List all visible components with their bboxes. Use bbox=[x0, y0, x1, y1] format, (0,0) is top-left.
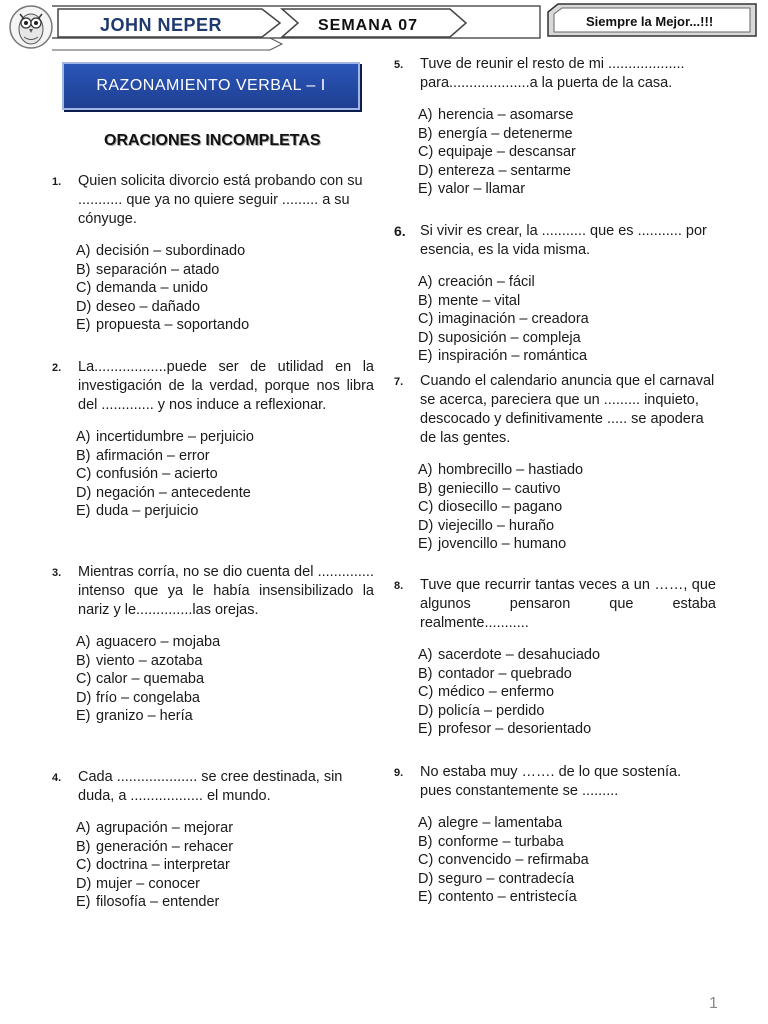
answer-option bbox=[76, 652, 374, 671]
option-letter: E) bbox=[76, 503, 91, 520]
option-letter: C) bbox=[418, 311, 434, 328]
answer-option bbox=[418, 646, 716, 665]
option-letter: E) bbox=[418, 536, 433, 553]
option-text: mente – vital bbox=[438, 292, 521, 309]
option-text: convencido – refirmaba bbox=[438, 852, 589, 869]
option-letter: E) bbox=[76, 894, 91, 911]
owl-icon bbox=[8, 4, 54, 50]
answer-option bbox=[418, 347, 716, 366]
option-list bbox=[418, 106, 716, 199]
option-text: seguro – contradecía bbox=[438, 870, 575, 887]
answer-option bbox=[418, 683, 716, 702]
answer-option bbox=[418, 143, 716, 162]
answer-option bbox=[76, 502, 374, 521]
option-letter: B) bbox=[76, 261, 91, 278]
option-text: entereza – sentarme bbox=[438, 162, 571, 179]
option-letter: A) bbox=[418, 107, 433, 123]
option-text: médico – enfermo bbox=[438, 684, 555, 701]
option-text: granizo – hería bbox=[96, 708, 193, 725]
option-text: valor – llamar bbox=[438, 181, 526, 198]
option-letter: A) bbox=[76, 820, 91, 836]
option-letter: B) bbox=[76, 838, 91, 855]
answer-option bbox=[418, 125, 716, 144]
answer-option bbox=[418, 310, 716, 329]
option-letter: D) bbox=[76, 298, 92, 315]
option-letter: E) bbox=[76, 317, 91, 334]
option-text: aguacero – mojaba bbox=[96, 634, 221, 650]
option-text: profesor – desorientado bbox=[438, 721, 592, 738]
slogan: Siempre la Mejor...!!! bbox=[586, 14, 714, 29]
question-text: Tuve que recurrir tantas veces a un ……, que algunos pensaron que estaba realmente........... bbox=[420, 577, 716, 631]
answer-option bbox=[418, 498, 716, 517]
option-text: hombrecillo – hastiado bbox=[438, 462, 584, 478]
question-number: 7. bbox=[394, 376, 404, 388]
option-text: conforme – turbaba bbox=[438, 833, 564, 850]
option-letter: B) bbox=[418, 292, 433, 309]
option-letter: D) bbox=[76, 484, 92, 501]
question-text: Cuando el calendario anuncia que el carnaval se acerca, pareciera que un ......... inquieto, descocado y definitivamente ..... se apodera de las gentes. bbox=[420, 373, 715, 446]
question-text: Mientras corría, no se dio cuenta del .............. intenso que ya le había insensibilizado la nariz y le..............las orejas. bbox=[78, 564, 374, 618]
option-text: deseo – dañado bbox=[96, 298, 201, 315]
option-letter: D) bbox=[418, 517, 434, 534]
answer-option bbox=[418, 292, 716, 311]
question-text: Cada .................... se cree destinada, sin duda, a .................. el mundo. bbox=[78, 769, 343, 804]
option-letter: B) bbox=[418, 480, 433, 497]
option-text: demanda – unido bbox=[96, 280, 209, 297]
answer-option bbox=[418, 329, 716, 348]
option-letter: A) bbox=[76, 634, 91, 650]
answer-option bbox=[76, 316, 374, 335]
question-number: 2. bbox=[52, 362, 62, 374]
option-list bbox=[418, 646, 716, 739]
answer-option bbox=[76, 279, 374, 298]
question-4 bbox=[52, 768, 374, 912]
option-letter: C) bbox=[76, 280, 92, 297]
option-list bbox=[76, 633, 374, 726]
option-letter: C) bbox=[76, 466, 92, 483]
option-text: decisión – subordinado bbox=[96, 243, 246, 259]
section-title-box bbox=[62, 62, 360, 110]
option-text: energía – detenerme bbox=[438, 125, 573, 142]
option-letter: D) bbox=[418, 702, 434, 719]
option-letter: D) bbox=[76, 689, 92, 706]
option-letter: D) bbox=[418, 329, 434, 346]
option-letter: E) bbox=[418, 181, 433, 198]
question-3 bbox=[52, 563, 374, 726]
option-text: filosofía – entender bbox=[96, 894, 220, 911]
option-letter: A) bbox=[418, 274, 433, 290]
option-list bbox=[76, 819, 374, 912]
option-text: equipaje – descansar bbox=[438, 144, 576, 161]
answer-option bbox=[418, 180, 716, 199]
answer-option bbox=[418, 480, 716, 499]
option-text: confusión – acierto bbox=[96, 466, 218, 483]
section-title: RAZONAMIENTO VERBAL – I bbox=[96, 77, 326, 94]
option-text: inspiración – romántica bbox=[438, 348, 588, 365]
question-5 bbox=[394, 55, 716, 199]
option-letter: E) bbox=[418, 348, 433, 365]
option-text: creación – fácil bbox=[438, 274, 535, 290]
option-text: viejecillo – huraño bbox=[438, 517, 555, 534]
option-text: policía – perdido bbox=[438, 702, 545, 719]
author-name: JOHN NEPER bbox=[100, 15, 223, 35]
answer-option bbox=[418, 814, 716, 833]
answer-option bbox=[76, 633, 374, 652]
option-letter: B) bbox=[418, 125, 433, 142]
answer-option bbox=[76, 261, 374, 280]
option-text: suposición – compleja bbox=[438, 329, 581, 346]
option-list bbox=[76, 242, 374, 335]
option-letter: C) bbox=[76, 857, 92, 874]
option-text: herencia – asomarse bbox=[438, 107, 574, 123]
question-text: Tuve de reunir el resto de mi ................... para....................a la puerta de la casa. bbox=[420, 56, 685, 91]
option-letter: A) bbox=[418, 647, 433, 663]
answer-option bbox=[76, 856, 374, 875]
answer-option bbox=[418, 702, 716, 721]
answer-option bbox=[76, 670, 374, 689]
option-text: frío – congelaba bbox=[96, 689, 200, 706]
option-list bbox=[418, 273, 716, 366]
page-number: 1 bbox=[709, 995, 718, 1012]
option-letter: D) bbox=[76, 875, 92, 892]
option-letter: A) bbox=[76, 429, 91, 445]
option-letter: C) bbox=[418, 684, 434, 701]
option-text: diosecillo – pagano bbox=[438, 499, 563, 516]
option-text: agrupación – mejorar bbox=[96, 820, 234, 836]
question-number: 3. bbox=[52, 567, 62, 579]
option-letter: A) bbox=[418, 815, 433, 831]
answer-option bbox=[76, 893, 374, 912]
question-7 bbox=[394, 372, 716, 554]
option-text: incertidumbre – perjuicio bbox=[96, 429, 254, 445]
answer-option bbox=[418, 833, 716, 852]
answer-option bbox=[76, 689, 374, 708]
question-number: 5. bbox=[394, 59, 404, 71]
question-text: Quien solicita divorcio está probando con su ........... que ya no quiere seguir ......... a su cónyuge. bbox=[78, 173, 363, 227]
question-1 bbox=[52, 172, 374, 335]
page-header bbox=[0, 0, 768, 56]
option-text: viento – azotaba bbox=[96, 652, 203, 669]
option-text: propuesta – soportando bbox=[96, 317, 250, 334]
question-9 bbox=[394, 763, 716, 907]
option-text: contador – quebrado bbox=[438, 665, 572, 682]
answer-option bbox=[418, 888, 716, 907]
option-text: doctrina – interpretar bbox=[96, 857, 230, 874]
option-letter: B) bbox=[76, 652, 91, 669]
option-text: negación – antecedente bbox=[96, 484, 251, 501]
option-letter: E) bbox=[418, 889, 433, 906]
option-letter: D) bbox=[418, 162, 434, 179]
question-number: 1. bbox=[52, 176, 62, 188]
question-text: La..................puede ser de utilidad en la investigación de la verdad, porque nos libra del ............. y nos induce a reflexionar. bbox=[78, 359, 374, 413]
answer-option bbox=[418, 162, 716, 181]
option-text: calor – quemaba bbox=[96, 671, 205, 688]
answer-option bbox=[76, 707, 374, 726]
answer-option bbox=[418, 870, 716, 889]
answer-option bbox=[76, 447, 374, 466]
week-label: SEMANA 07 bbox=[318, 17, 418, 34]
option-letter: E) bbox=[76, 708, 91, 725]
option-text: separación – atado bbox=[96, 261, 220, 278]
answer-option bbox=[418, 851, 716, 870]
option-letter: C) bbox=[76, 671, 92, 688]
option-text: sacerdote – desahuciado bbox=[438, 647, 601, 663]
option-letter: C) bbox=[418, 499, 434, 516]
option-letter: B) bbox=[418, 665, 433, 682]
option-text: mujer – conocer bbox=[96, 875, 200, 892]
question-text: No estaba muy ……. de lo que sostenía. pues constantemente se ......... bbox=[420, 764, 682, 799]
answer-option bbox=[418, 517, 716, 536]
question-number: 6. bbox=[394, 223, 406, 239]
answer-option bbox=[418, 535, 716, 554]
option-text: duda – perjuicio bbox=[96, 503, 199, 520]
answer-option bbox=[76, 428, 374, 447]
option-text: contento – entristecía bbox=[438, 889, 577, 906]
option-text: generación – rehacer bbox=[96, 838, 234, 855]
answer-option bbox=[76, 875, 374, 894]
answer-option bbox=[418, 273, 716, 292]
option-text: jovencillo – humano bbox=[438, 536, 567, 553]
section-subtitle: ORACIONES INCOMPLETAS bbox=[104, 132, 321, 149]
answer-option bbox=[418, 461, 716, 480]
option-letter: B) bbox=[76, 447, 91, 464]
question-text: Si vivir es crear, la ........... que es ........... por esencia, es la vida misma. bbox=[420, 223, 707, 258]
option-text: geniecillo – cautivo bbox=[438, 480, 561, 497]
answer-option bbox=[418, 665, 716, 684]
answer-option bbox=[76, 242, 374, 261]
option-letter: B) bbox=[418, 833, 433, 850]
option-letter: A) bbox=[76, 243, 91, 259]
option-text: afirmación – error bbox=[96, 447, 210, 464]
option-text: imaginación – creadora bbox=[438, 311, 589, 328]
option-list bbox=[76, 428, 374, 521]
option-letter: E) bbox=[418, 721, 433, 738]
answer-option bbox=[418, 106, 716, 125]
option-list bbox=[418, 814, 716, 907]
option-letter: C) bbox=[418, 144, 434, 161]
question-number: 9. bbox=[394, 767, 404, 779]
option-text: alegre – lamentaba bbox=[438, 815, 563, 831]
answer-option bbox=[76, 465, 374, 484]
answer-option bbox=[76, 298, 374, 317]
option-letter: D) bbox=[418, 870, 434, 887]
option-letter: C) bbox=[418, 852, 434, 869]
answer-option bbox=[76, 838, 374, 857]
question-8 bbox=[394, 576, 716, 739]
answer-option bbox=[76, 819, 374, 838]
option-letter: A) bbox=[418, 462, 433, 478]
answer-option bbox=[418, 720, 716, 739]
option-list bbox=[418, 461, 716, 554]
question-number: 8. bbox=[394, 580, 404, 592]
question-number: 4. bbox=[52, 772, 62, 784]
answer-option bbox=[76, 484, 374, 503]
question-6 bbox=[394, 222, 716, 366]
question-2 bbox=[52, 358, 374, 521]
